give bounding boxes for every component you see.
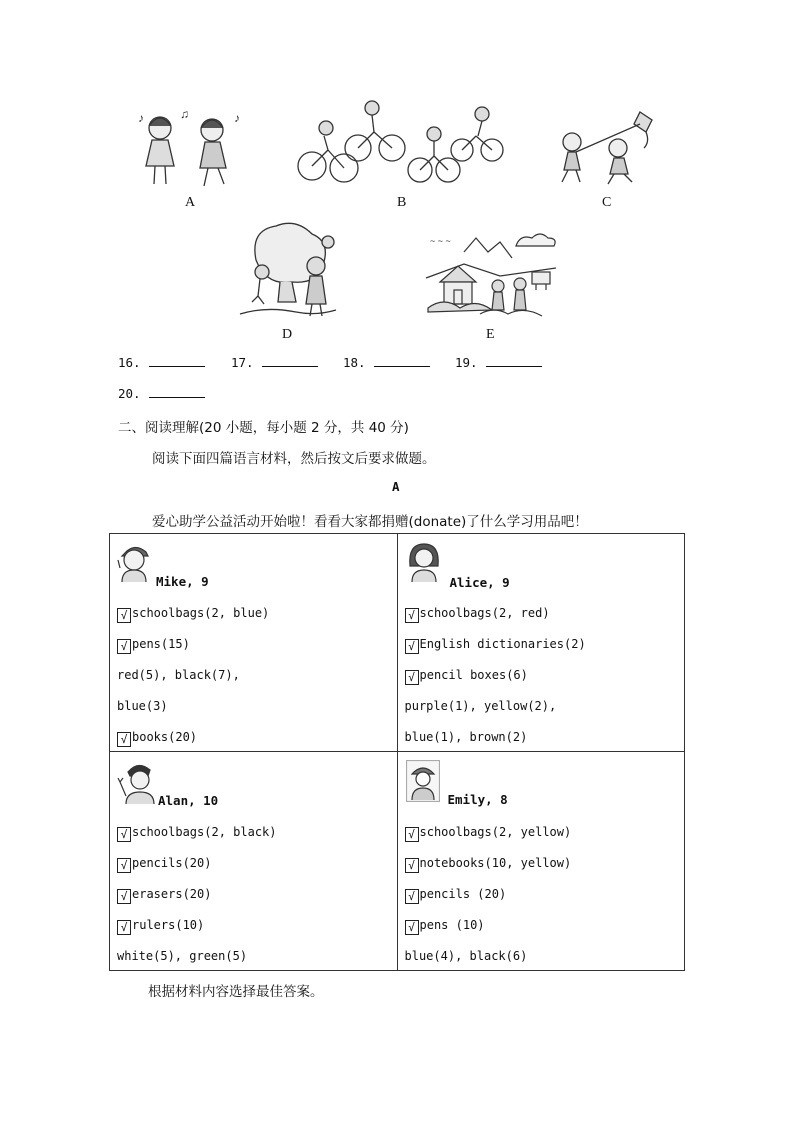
donor-cell xyxy=(110,752,398,971)
boy-cap-avatar-icon xyxy=(116,540,152,582)
list-item xyxy=(405,699,557,713)
checkbox: √ xyxy=(117,858,131,873)
item-text: blue(1), brown(2) xyxy=(404,730,528,744)
passage-label: A xyxy=(392,479,400,494)
picture-a xyxy=(130,108,250,190)
answer-number-16: 16. xyxy=(118,355,141,370)
section-instruction: 阅读下面四篇语言材料，然后按文后要求做题。 xyxy=(152,451,436,467)
checkbox: √ xyxy=(405,827,419,842)
checkbox: √ xyxy=(405,920,419,935)
checkbox: √ xyxy=(405,858,419,873)
list-item xyxy=(405,668,528,685)
checkbox: √ xyxy=(117,827,131,842)
table-row xyxy=(110,752,685,971)
list-item xyxy=(117,918,204,935)
item-text: pens (10) xyxy=(419,918,485,932)
checkbox: √ xyxy=(405,670,419,685)
list-item xyxy=(117,637,190,654)
svg-text:♪: ♪ xyxy=(234,111,240,125)
picture-c-label: C xyxy=(602,195,612,210)
donor-name: Alan, 10 xyxy=(158,793,219,808)
answer-row-1b xyxy=(231,354,318,370)
checkbox: √ xyxy=(117,920,131,935)
item-text: pencil boxes(6) xyxy=(419,668,528,682)
checkbox: √ xyxy=(117,732,131,747)
list-item xyxy=(405,887,507,904)
answer-number-18: 18. xyxy=(343,355,366,370)
picture-d-label: D xyxy=(282,327,293,342)
item-text: pencils(20) xyxy=(132,856,212,870)
list-item xyxy=(405,949,528,963)
answer-blank-20[interactable] xyxy=(149,385,205,398)
list-item xyxy=(117,606,269,623)
answer-row-2 xyxy=(118,385,205,401)
svg-text:♪: ♪ xyxy=(138,111,144,125)
picture-e xyxy=(424,228,558,322)
item-text: English dictionaries(2) xyxy=(419,637,586,651)
picture-a-label: A xyxy=(185,195,196,210)
closing-instruction: 根据材料内容选择最佳答案。 xyxy=(148,984,324,1000)
donor-cell xyxy=(397,752,685,971)
item-text: rulers(10) xyxy=(132,918,205,932)
answer-number-20: 20. xyxy=(118,386,141,401)
donor-cell xyxy=(397,534,685,752)
list-item xyxy=(117,949,247,963)
riding-bikes-icon xyxy=(296,100,508,184)
checkbox: √ xyxy=(117,889,131,904)
answer-row-1d xyxy=(455,354,542,370)
answer-blank-16[interactable] xyxy=(149,354,205,367)
list-item xyxy=(117,887,211,904)
boy-waving-avatar-icon xyxy=(116,760,156,804)
tree-children-icon xyxy=(236,220,340,320)
donor-name: Mike, 9 xyxy=(156,574,209,589)
farm-house-icon xyxy=(424,228,558,322)
picture-b xyxy=(296,100,508,184)
list-item xyxy=(117,856,211,873)
girl-hat-avatar-icon xyxy=(406,760,440,802)
item-text: notebooks(10, yellow) xyxy=(419,856,572,870)
picture-b-label: B xyxy=(397,195,407,210)
donor-cell xyxy=(110,534,398,752)
item-text: white(5), green(5) xyxy=(117,949,248,963)
answer-blank-18[interactable] xyxy=(374,354,430,367)
donor-name: Emily, 8 xyxy=(447,792,508,807)
list-item xyxy=(405,918,485,935)
answer-row-1c xyxy=(343,354,430,370)
svg-text:~ ~ ~: ~ ~ ~ xyxy=(430,236,451,246)
svg-text:♫: ♫ xyxy=(180,108,189,121)
singing-girls-icon xyxy=(130,108,250,190)
item-text: red(5), black(7), xyxy=(117,668,240,682)
answer-number-19: 19. xyxy=(455,355,478,370)
checkbox: √ xyxy=(117,608,131,623)
item-text: blue(3) xyxy=(117,699,168,713)
item-text: schoolbags(2, blue) xyxy=(132,606,270,620)
list-item xyxy=(405,637,586,654)
section-heading: 二、阅读理解(20 小题，每小题 2 分，共 40 分) xyxy=(118,420,409,436)
passage-intro: 爱心助学公益活动开始啦！看看大家都捐赠(donate)了什么学习用品吧！ xyxy=(152,514,588,530)
item-text: erasers(20) xyxy=(132,887,212,901)
list-item xyxy=(117,730,197,747)
item-text: blue(4), black(6) xyxy=(404,949,528,963)
list-item xyxy=(405,730,528,744)
list-item xyxy=(405,825,572,842)
list-item xyxy=(117,825,277,842)
item-text: books(20) xyxy=(132,730,198,744)
flying-kite-icon xyxy=(552,108,660,186)
donation-table xyxy=(109,533,685,971)
picture-e-label: E xyxy=(486,327,495,342)
checkbox: √ xyxy=(405,639,419,654)
list-item xyxy=(117,668,240,682)
picture-c xyxy=(552,108,660,186)
answer-row-1 xyxy=(118,354,205,370)
item-text: pens(15) xyxy=(132,637,190,651)
picture-d xyxy=(236,220,340,320)
answer-number-17: 17. xyxy=(231,355,254,370)
item-text: schoolbags(2, red) xyxy=(419,606,550,620)
answer-blank-17[interactable] xyxy=(262,354,318,367)
girl-avatar-icon xyxy=(406,540,442,582)
table-row xyxy=(110,534,685,752)
item-text: pencils (20) xyxy=(419,887,507,901)
item-text: purple(1), yellow(2), xyxy=(404,699,557,713)
list-item xyxy=(405,606,550,623)
list-item xyxy=(117,699,168,713)
donor-name: Alice, 9 xyxy=(449,575,510,590)
item-text: schoolbags(2, yellow) xyxy=(419,825,572,839)
checkbox: √ xyxy=(117,639,131,654)
list-item xyxy=(405,856,572,873)
checkbox: √ xyxy=(405,608,419,623)
answer-blank-19[interactable] xyxy=(486,354,542,367)
checkbox: √ xyxy=(405,889,419,904)
item-text: schoolbags(2, black) xyxy=(132,825,277,839)
